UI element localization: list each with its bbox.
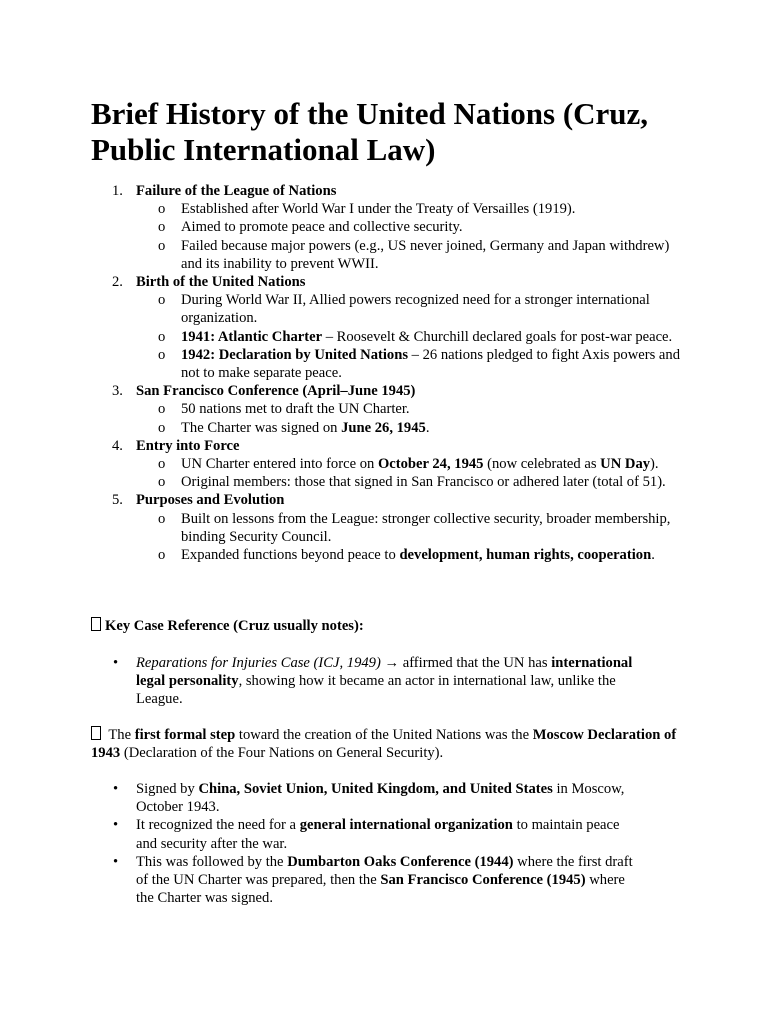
sub-bullet-marker: o	[158, 292, 166, 309]
text-run: .	[425, 419, 430, 436]
section-heading: San Francisco Conference (April–June 1945)	[136, 383, 416, 400]
text-run: .	[651, 547, 655, 564]
section-heading: Birth of the United Nations	[136, 274, 306, 291]
text-run: , showing how it became an actor in international law, unlike the League.	[136, 673, 616, 708]
text-run: During World War II, Allied powers recognized need for a stronger international organization.	[181, 292, 650, 327]
bold-text: China, Soviet Union, United Kingdom, and United States	[198, 781, 553, 797]
italic-text: Reparations for Injuries Case (ICJ, 1949)	[136, 655, 381, 671]
section-number: 2.	[112, 274, 123, 291]
text-run: Built on lessons from the League: stronger collective security, broader membership, binding Security Council.	[181, 510, 671, 545]
sub-bullet-marker: o	[158, 474, 166, 491]
text-run: This was followed by the	[136, 853, 288, 870]
section-heading: Entry into Force	[136, 437, 240, 454]
bullet-marker: •	[113, 853, 119, 870]
bold-text: 1941: Atlantic Charter	[181, 328, 323, 345]
bullet-marker: •	[113, 781, 119, 797]
moscow-declaration-list	[91, 780, 691, 907]
sub-bullet-marker: o	[158, 219, 166, 236]
sub-bullet-marker: o	[158, 401, 166, 418]
text-run: UN Charter entered into force on	[181, 456, 378, 473]
bold-text: Moscow Declaration of 1943	[91, 727, 677, 762]
sub-bullet-marker: o	[158, 328, 166, 345]
text-run: → affirmed that the UN has	[380, 655, 552, 671]
list-item	[91, 816, 639, 852]
text-run: (now celebrated as	[483, 456, 601, 473]
section-subitems	[136, 291, 691, 382]
bold-text: June 26, 1945	[341, 419, 426, 436]
bullet-marker: •	[113, 817, 119, 834]
history-section	[91, 437, 691, 492]
sub-bullet-marker: o	[158, 237, 166, 254]
bold-text: development, human rights, cooperation	[399, 547, 652, 564]
sub-bullet-marker: o	[158, 510, 166, 527]
text-run: Established after World War I under the Treaty of Versailles (1919).	[181, 201, 576, 218]
history-section	[91, 182, 691, 273]
text-run: Failed because major powers (e.g., US never joined, Germany and Japan withdrew) and its inability to prevent WWII.	[181, 237, 670, 272]
section-number: 4.	[112, 437, 123, 454]
section-subitems	[136, 200, 691, 273]
text-run: – 26 nations pledged to fight Axis powers and not to make separate peace.	[181, 346, 680, 382]
list-item	[136, 291, 684, 327]
bold-text: Dumbarton Oaks Conference (1944)	[287, 853, 514, 870]
bold-text: international legal personality	[136, 655, 633, 690]
history-section	[91, 491, 691, 564]
bold-text: first formal step	[134, 727, 236, 743]
text-run: Aimed to promote peace and collective security.	[181, 219, 463, 236]
text-run: ).	[650, 456, 659, 473]
list-item	[91, 654, 639, 709]
bold-text: 1942: Declaration by United Nations	[181, 346, 409, 363]
text-run: 50 nations met to draft the UN Charter.	[181, 401, 410, 418]
sub-bullet-marker: o	[158, 547, 166, 564]
text-run: The	[105, 727, 135, 743]
list-item	[136, 455, 684, 473]
section-number: 3.	[112, 383, 123, 400]
list-item	[136, 237, 684, 273]
bold-text: UN Day	[600, 456, 651, 473]
history-section	[91, 273, 691, 382]
text-run: where the Charter was signed.	[136, 872, 625, 907]
list-item	[136, 473, 684, 491]
list-item	[136, 346, 684, 382]
section-subitems	[136, 510, 691, 565]
sub-bullet-marker: o	[158, 201, 166, 218]
history-list	[91, 182, 691, 564]
key-case-heading: Key Case Reference (Cruz usually notes):	[91, 617, 691, 635]
sub-bullet-marker: o	[158, 419, 166, 436]
section-heading: Failure of the League of Nations	[136, 183, 337, 199]
missing-glyph-icon	[91, 617, 101, 631]
list-item	[136, 328, 684, 346]
text-run: Signed by	[136, 781, 199, 797]
list-item	[136, 218, 684, 236]
text-run: to maintain peace and security after the war.	[136, 817, 620, 852]
list-item	[136, 546, 684, 564]
section-subitems	[136, 455, 691, 491]
section-number: 1.	[112, 183, 123, 199]
list-item	[136, 419, 684, 437]
text-run: It recognized the need for a	[136, 817, 300, 834]
bold-text: October 24, 1945	[377, 456, 484, 473]
text-run: in Moscow, October 1943.	[136, 781, 625, 816]
list-item	[91, 780, 639, 816]
section-number: 5.	[112, 492, 123, 509]
bold-text: San Francisco Conference (1945)	[380, 872, 586, 889]
text-run: toward the creation of the United Nations was the	[235, 727, 533, 743]
text-run: (Declaration of the Four Nations on General Security).	[120, 745, 444, 762]
section-heading: Purposes and Evolution	[136, 492, 285, 509]
sub-bullet-marker: o	[158, 456, 166, 473]
missing-glyph-icon	[91, 726, 101, 740]
list-item	[136, 400, 684, 418]
sub-bullet-marker: o	[158, 346, 166, 363]
bullet-marker: •	[113, 655, 119, 671]
text-run: where the first draft of the UN Charter was prepared, then the	[136, 853, 633, 889]
list-item	[91, 853, 639, 908]
list-item	[136, 200, 684, 218]
list-item	[136, 510, 684, 546]
text-run: Expanded functions beyond peace to	[181, 547, 400, 564]
text-run: Original members: those that signed in San Francisco or adhered later (total of 51).	[181, 474, 666, 491]
text-run: The Charter was signed on	[181, 419, 342, 436]
key-case-list	[91, 654, 691, 709]
text-run: – Roosevelt & Churchill declared goals for post-war peace.	[322, 328, 673, 345]
section-subitems	[136, 400, 691, 436]
first-step-paragraph	[91, 726, 691, 762]
history-section	[91, 382, 691, 437]
bold-text: general international organization	[299, 817, 513, 834]
document-title: Brief History of the United Nations (Cruz, Public International Law)	[91, 96, 649, 167]
